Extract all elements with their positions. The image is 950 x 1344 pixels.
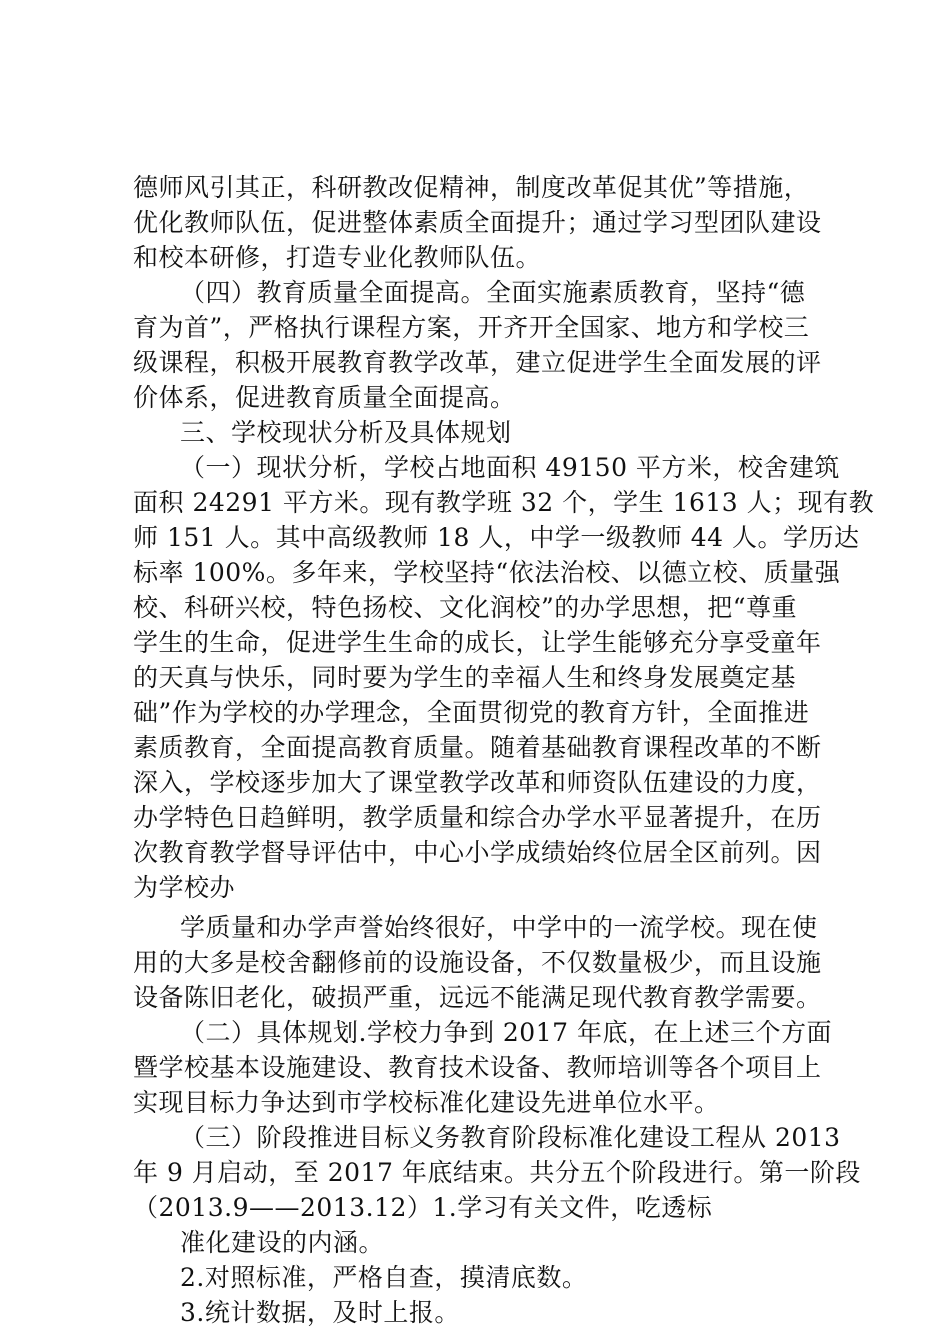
text-line: 素质教育，全面提高教育质量。随着基础教育课程改革的不断	[133, 733, 822, 762]
text-line: 用的大多是校舍翻修前的设施设备，不仅数量极少，而且设施	[133, 948, 822, 977]
list-item: 2.对照标准，严格自查，摸清底数。	[180, 1263, 588, 1292]
text-line: 深入，学校逐步加大了课堂教学改革和师资队伍建设的力度，	[133, 768, 822, 797]
text-line: 师 151 人。其中高级教师 18 人，中学一级教师 44 人。学历达	[133, 523, 860, 552]
section-heading: 三、学校现状分析及具体规划	[180, 418, 512, 447]
text-line: 办学特色日趋鲜明，教学质量和综合办学水平显著提升，在历	[133, 803, 822, 832]
text-line: 育为首”，严格执行课程方案，开齐开全国家、地方和学校三	[133, 313, 810, 342]
text-line: 暨学校基本设施建设、教育技术设备、教师培训等各个项目上	[133, 1053, 822, 1082]
list-item: 3.统计数据，及时上报。	[180, 1298, 460, 1327]
text-line: 学生的生命，促进学生生命的成长，让学生能够充分享受童年	[133, 628, 822, 657]
text-line: 级课程，积极开展教育教学改革，建立促进学生全面发展的评	[133, 348, 822, 377]
text-line: 为学校办	[133, 873, 236, 902]
text-line: （2013.9——2013.12）1.学习有关文件，吃透标	[133, 1193, 713, 1222]
text-line: （一）现状分析，学校占地面积 49150 平方米，校舍建筑	[180, 453, 840, 482]
text-line: 的天真与快乐，同时要为学生的幸福人生和终身发展奠定基	[133, 663, 797, 692]
text-line: 校、科研兴校，特色扬校、文化润校”的办学思想，把“尊重	[133, 593, 798, 622]
text-line: 和校本研修，打造专业化教师队伍。	[133, 243, 542, 272]
text-line: 设备陈旧老化，破损严重，远远不能满足现代教育教学需要。	[133, 983, 822, 1012]
text-line: 础”作为学校的办学理念，全面贯彻党的教育方针，全面推进	[133, 698, 810, 727]
text-line: （三）阶段推进目标义务教育阶段标准化建设工程从 2013	[180, 1123, 841, 1152]
text-line: 德师风引其正，科研教改促精神，制度改革促其优”等措施，	[133, 173, 810, 202]
text-line: 实现目标力争达到市学校标准化建设先进单位水平。	[133, 1088, 720, 1117]
text-line: 价体系，促进教育质量全面提高。	[133, 383, 516, 412]
text-line: 准化建设的内涵。	[180, 1228, 385, 1257]
text-line: （二）具体规划.学校力争到 2017 年底，在上述三个方面	[180, 1018, 832, 1047]
text-line: 年 9 月启动，至 2017 年底结束。共分五个阶段进行。第一阶段	[133, 1158, 861, 1187]
text-line: 标率 100%。多年来，学校坚持“依法治校、以德立校、质量强	[133, 558, 841, 587]
text-line: 优化教师队伍，促进整体素质全面提升；通过学习型团队建设	[133, 208, 822, 237]
text-line: （四）教育质量全面提高。全面实施素质教育，坚持“德	[180, 278, 806, 307]
text-line: 学质量和办学声誉始终很好，中学中的一流学校。现在使	[180, 913, 818, 942]
text-line: 面积 24291 平方米。现有教学班 32 个，学生 1613 人；现有教	[133, 488, 875, 517]
text-line: 次教育教学督导评估中，中心小学成绩始终位居全区前列。因	[133, 838, 822, 867]
